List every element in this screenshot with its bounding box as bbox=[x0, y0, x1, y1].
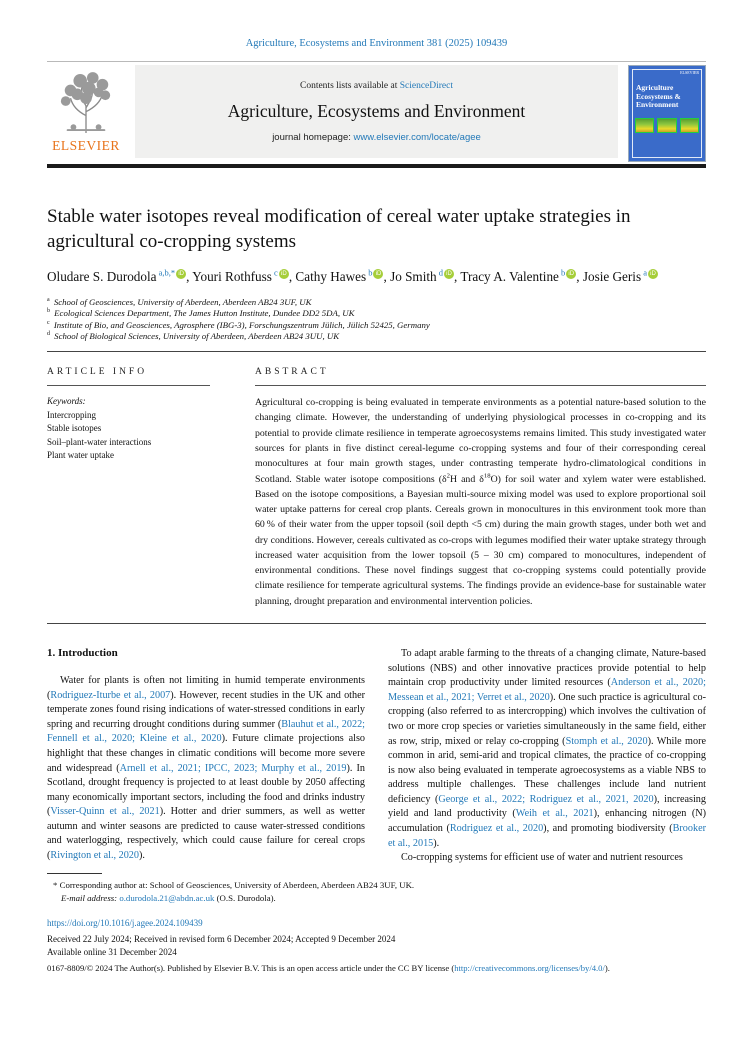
text-span: ). While more common in arid, semi-arid and tropical climates, the practice of co-cropping is now also being evaluated in temperate agroecosystems as a viable NBS to address multiple challenges. These challenges include land nutrient deficiency ( bbox=[388, 735, 706, 805]
introduction-section bbox=[47, 647, 706, 866]
article-info-rule bbox=[47, 385, 210, 386]
text-span: 18 bbox=[483, 472, 491, 480]
keyword-item: Soil–plant-water interactions bbox=[47, 436, 152, 447]
cover-field-image bbox=[680, 118, 699, 133]
journal-header bbox=[47, 61, 706, 161]
available-online-line: Available online 31 December 2024 bbox=[47, 947, 177, 958]
intro-right-paragraph-1 bbox=[388, 647, 706, 851]
elsevier-wordmark: ELSEVIER bbox=[52, 138, 120, 153]
citation-link[interactable]: Rodriguez-Iturbe et al., 2007 bbox=[50, 689, 171, 701]
journal-cover-thumbnail[interactable] bbox=[628, 65, 706, 162]
text-span: ). Hotter and drier summers, as well as wetter autumn and winter seasons are predicted to cause water-stressed conditions and waterlogging, respectively, which could cause failure for cereal crops ( bbox=[47, 806, 365, 861]
citation-link[interactable]: http://creativecommons.org/licenses/by/4.0/ bbox=[454, 962, 605, 973]
footnote-divider bbox=[47, 873, 102, 874]
text-span: E-mail address: bbox=[61, 893, 120, 904]
author-name: Jo Smith bbox=[390, 268, 437, 284]
article-title: Stable water isotopes reveal modification of cereal water uptake strategies in agricultural co-cropping systems bbox=[47, 205, 631, 252]
text-span: H and δ bbox=[449, 473, 484, 485]
journal-homepage-link[interactable]: www.elsevier.com/locate/agee bbox=[353, 131, 481, 143]
contents-prefix: Contents lists available at bbox=[299, 80, 400, 91]
author-affil-sup: b bbox=[366, 267, 373, 278]
homepage-prefix: journal homepage: bbox=[272, 131, 354, 143]
citation-link[interactable]: George et al., 2022; Rodriguez et al., 2021, 2020 bbox=[438, 793, 654, 805]
text-span: ). In Scotland, drought frequency is projected to at least double by 2050 affecting many economically important sectors, including the food and drinks industry ( bbox=[47, 762, 365, 818]
footnote-block bbox=[47, 873, 706, 905]
intro-left-column bbox=[47, 647, 365, 866]
corresponding-author-note: * Corresponding author at: School of Geosciences, University of Aberdeen, Aberdeen AB24 3UF, UK. bbox=[53, 880, 415, 891]
author-affil-sup: c bbox=[271, 267, 278, 278]
text-span: ). One such practice is agricultural co-cropping (also referred to as intercropping) which involves the cultivation of two or more crop species or varieties simultaneously in the same field, either as row, strip, mixed or relay co-cropping ( bbox=[388, 691, 706, 747]
citation-link[interactable]: Visser-Quinn et al., 2021 bbox=[50, 806, 160, 818]
intro-left-paragraph bbox=[47, 674, 365, 864]
keyword-item: Stable isotopes bbox=[47, 423, 102, 434]
citation-link[interactable]: Stomph et al., 2020 bbox=[565, 735, 648, 747]
cover-title: Agriculture Ecosystems & Environment bbox=[636, 83, 681, 110]
text-span: ), increasing yield and land productivity ( bbox=[388, 793, 706, 820]
text-span: Water for plants is often not limiting in humid temperate environments ( bbox=[47, 675, 365, 701]
author-affil-sup: a bbox=[641, 267, 648, 278]
contents-line bbox=[300, 81, 453, 91]
citation-link[interactable]: Blauhut et al., 2022; Fennell et al., 2020; Kleine et al., 2020 bbox=[47, 718, 365, 745]
journal-banner bbox=[135, 65, 618, 158]
email-note bbox=[47, 892, 706, 905]
text-span: ), and promoting biodiversity ( bbox=[543, 822, 673, 834]
copyright-line bbox=[47, 963, 706, 973]
text-span: (O.S. Durodola). bbox=[214, 893, 276, 904]
text-span: ), enhancing nitrogen (N) accumulation ( bbox=[388, 808, 706, 834]
citation-link[interactable]: Arnell et al., 2021; IPCC, 2023; Murphy et al., 2019 bbox=[119, 762, 347, 774]
sciencedirect-link[interactable]: ScienceDirect bbox=[399, 80, 453, 91]
citation-link[interactable]: o.durodola.21@abdn.ac.uk bbox=[119, 893, 215, 904]
orcid-icon[interactable]: iD bbox=[648, 269, 658, 279]
received-dates bbox=[47, 933, 706, 959]
article-info-column bbox=[47, 367, 210, 609]
text-span: Co-cropping systems for efficient use of water and nutrient resources bbox=[401, 852, 683, 864]
homepage-line bbox=[272, 132, 481, 143]
text-span: ). bbox=[138, 849, 145, 861]
elsevier-tree-icon bbox=[57, 69, 115, 137]
orcid-icon[interactable]: iD bbox=[279, 269, 289, 279]
keyword-item: Intercropping bbox=[47, 409, 96, 420]
keywords-list bbox=[47, 409, 210, 463]
affiliation-list bbox=[47, 297, 706, 342]
keywords-label: Keywords: bbox=[47, 396, 86, 407]
journal-title: Agriculture, Ecosystems and Environment bbox=[227, 100, 526, 121]
orcid-icon[interactable]: iD bbox=[566, 269, 576, 279]
citation-link[interactable]: Rivington et al., 2020 bbox=[50, 849, 139, 861]
author-name: Oludare S. Durodola bbox=[47, 268, 157, 284]
article-info-heading: ARTICLE INFO bbox=[47, 367, 148, 378]
affiliation-row: $^a$ School of Geosciences, University of Aberdeen, Aberdeen AB24 3UF, UK bbox=[47, 297, 312, 308]
affiliation-row: $^c$ Institute of Bio, and Geosciences, Agrosphere (IBG-3), Forschungszentrum Jülich, Jülich 52425, Germany bbox=[47, 319, 430, 330]
abstract-column bbox=[255, 367, 706, 609]
cover-field-image bbox=[635, 118, 654, 133]
citation-link[interactable]: Brooker et al., 2015 bbox=[388, 822, 706, 849]
intro-right-column bbox=[388, 647, 706, 866]
orcid-icon[interactable]: iD bbox=[444, 269, 454, 279]
abstract-text bbox=[255, 395, 706, 609]
cover-publisher: ELSEVIER bbox=[680, 70, 699, 75]
author-affil-sup: a,b,* bbox=[156, 267, 176, 278]
citation-link[interactable]: Weih et al., 2021 bbox=[515, 808, 594, 820]
text-span: ). bbox=[604, 962, 610, 973]
text-span: ). Future climate projections also highlight that these changes in climatic conditions will become more severe and widespread ( bbox=[47, 733, 365, 774]
elsevier-logo[interactable] bbox=[47, 65, 125, 161]
author-name: Youri Rothfuss bbox=[192, 268, 272, 284]
text-span: ). However, recent studies in the UK and other temperate zones found rising indications of water-stressed conditions in early spring and recurring drought conditions during summer ( bbox=[47, 689, 365, 730]
intro-right-paragraph-2 bbox=[388, 851, 706, 866]
text-span: O) for soil water and xylem water were established. Based on the isotope compositions, a Bayesian multi-source mixing model was used to explore proportional soil water uptake patterns for cereal crop plants. Cereals grown in monocultures in this environment took more than 60 % of their water from the upper topsoil (soil depth <5 cm) during the main growth stages, under both wet and dry conditions. However, cereals cultivated as co-crops with legumes modified their water uptake strategy through increased water acquisition from the lower topsoil (5 – 30 cm) compared to monocultures, independent of environmental conditions. These novel findings suggest that co-cropping systems could potentially provide climate resilience for temperate agricultural systems. The findings provide an evidence-base for sustainable water planning, drought preparation and environmental intervention policies. bbox=[255, 473, 706, 607]
orcid-icon[interactable]: iD bbox=[373, 269, 383, 279]
keyword-item: Plant water uptake bbox=[47, 450, 114, 461]
info-abstract-section bbox=[47, 351, 706, 624]
cover-field-images bbox=[635, 118, 699, 133]
text-span: Agricultural co-cropping is being evaluated in temperate environments as a potential nature-based solution to the changing climate. However, the understanding of underlying physiological processes in co-cropping and its potential to provide climate resilience in temperate agroecosystems remains limited. This study investigated water sources for plants in five distinct cereal-legume co-cropping systems and four of their corresponding cereal monocultures at four main growth stages, under contrasting temperate hydro-climatological conditions in Scotland. Stable water isotope compositions (δ bbox=[255, 397, 706, 485]
text-span: 0167-8809/© 2024 The Author(s). Published by Elsevier B.V. This is an open access article under the CC BY license ( bbox=[47, 962, 455, 973]
citation-link[interactable]: Anderson et al., 2020; Messean et al., 2021; Verret et al., 2020 bbox=[388, 677, 706, 703]
author-name: Josie Geris bbox=[582, 268, 642, 284]
author-list: Oludare S. Durodola $^{a,b,*}$ iD , Youri Rothfuss $^c$ iD , Cathy Hawes $^b$ iD , Jo Smith $^d$ iD , Tracy A. Valentine $^b$ iD , Josie Geris $^a$ iD bbox=[47, 267, 706, 287]
author-name: Cathy Hawes bbox=[295, 268, 367, 284]
received-line: Received 22 July 2024; Received in revised form 6 December 2024; Accepted 9 December 2024 bbox=[47, 934, 396, 945]
abstract-rule bbox=[255, 385, 706, 386]
author-affil-sup: b bbox=[558, 267, 566, 278]
doi-link[interactable]: https://doi.org/10.1016/j.agee.2024.109439 bbox=[47, 918, 203, 929]
abstract-heading: ABSTRACT bbox=[255, 367, 329, 378]
author-affil-sup: d bbox=[436, 267, 443, 278]
affiliation-row: $^d$ School of Biological Sciences, University of Aberdeen, Aberdeen AB24 3UU, UK bbox=[47, 330, 340, 341]
introduction-heading: 1. Introduction bbox=[47, 647, 118, 660]
text-span: 2 bbox=[446, 472, 450, 480]
text-span: To adapt arable farming to the threats of a changing climate, Nature-based solutions (NBS) and other innovative practices provide potential to help maintain crop productivity under limited resources ( bbox=[388, 648, 706, 689]
author-name: Tracy A. Valentine bbox=[460, 268, 559, 284]
orcid-icon[interactable]: iD bbox=[176, 269, 186, 279]
affiliation-row: $^b$ Ecological Sciences Department, The James Hutton Institute, Dundee DD2 5DA, UK bbox=[47, 308, 355, 319]
journal-citation: Agriculture, Ecosystems and Environment 381 (2025) 109439 bbox=[245, 38, 508, 49]
article-first-page bbox=[0, 38, 750, 973]
doi-link-line bbox=[47, 918, 706, 928]
header-divider-bar bbox=[47, 164, 706, 168]
citation-link[interactable]: Rodriguez et al., 2020 bbox=[449, 822, 544, 834]
text-span: ). bbox=[433, 837, 440, 849]
cover-field-image bbox=[657, 118, 676, 133]
